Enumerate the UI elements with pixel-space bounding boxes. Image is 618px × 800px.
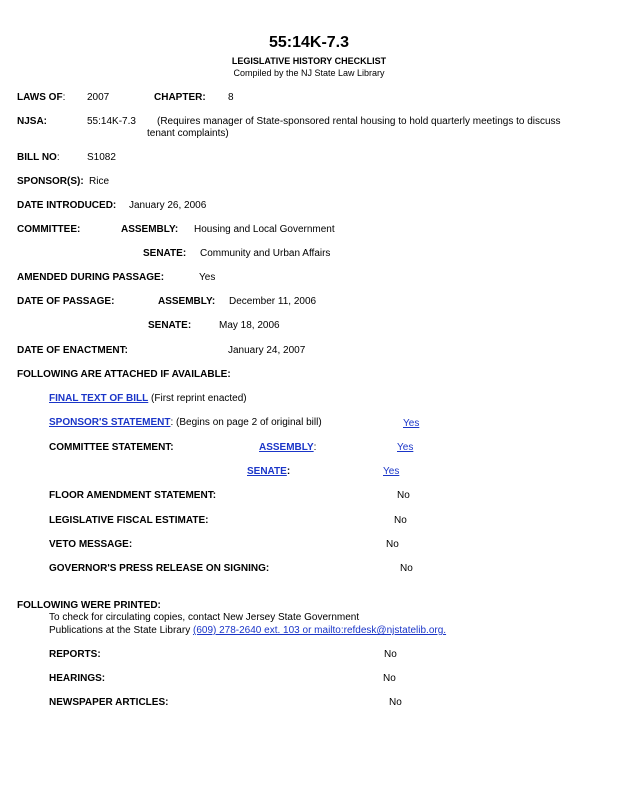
final-text-link[interactable]: FINAL TEXT OF BILL: [49, 393, 149, 404]
sponsors-value: Rice: [89, 176, 110, 187]
printed-heading: FOLLOWING WERE PRINTED:: [17, 600, 161, 611]
fiscal-estimate-value: No: [394, 515, 407, 526]
sponsor-statement-row: [49, 417, 322, 429]
reports-label: REPORTS:: [49, 649, 101, 660]
reports-value: No: [384, 649, 397, 660]
committee-senate-label: SENATE:: [143, 248, 187, 259]
final-text-row: [49, 393, 247, 405]
sponsor-statement-link[interactable]: SPONSOR'S STATEMENT: [49, 417, 171, 428]
veto-message-value: No: [386, 539, 399, 550]
compiled-by: Compiled by the NJ State Law Library: [233, 68, 385, 78]
date-introduced-label: DATE INTRODUCED:: [17, 200, 117, 211]
committee-label: COMMITTEE:: [17, 224, 81, 235]
press-release-label: GOVERNOR'S PRESS RELEASE ON SIGNING:: [49, 563, 270, 574]
committee-statement-senate-yes-link[interactable]: Yes: [383, 466, 400, 477]
committee-statement-assembly-link[interactable]: ASSEMBLY: [259, 442, 314, 453]
njsa-value: 55:14K-7.3: [87, 116, 136, 127]
committee-statement-senate: SENATE:: [247, 466, 291, 477]
committee-senate-value: Community and Urban Affairs: [200, 248, 331, 259]
sponsor-statement-yes-link[interactable]: Yes: [403, 418, 420, 429]
amended-label: AMENDED DURING PASSAGE:: [17, 272, 165, 283]
final-text-note: (First reprint enacted): [148, 393, 247, 404]
attached-heading: FOLLOWING ARE ATTACHED IF AVAILABLE:: [17, 369, 231, 380]
committee-assembly-label: ASSEMBLY:: [121, 224, 179, 235]
njsa-description-line2: tenant complaints): [147, 128, 229, 139]
page-subtitle: LEGISLATIVE HISTORY CHECKLIST: [231, 56, 387, 66]
bill-no-label: BILL NO:: [17, 152, 60, 163]
laws-of-value: 2007: [87, 92, 110, 103]
committee-statement-label: COMMITTEE STATEMENT:: [49, 442, 174, 453]
committee-assembly-value: Housing and Local Government: [194, 224, 335, 235]
floor-amendment-value: No: [397, 490, 410, 501]
printed-info-line2: Publications at the State Library (609) 278-2640 ext. 103 or mailto:refdesk@njstatelib.org.: [49, 625, 447, 636]
passage-senate-label: SENATE:: [148, 320, 192, 331]
enactment-value: January 24, 2007: [228, 345, 306, 356]
newspaper-articles-value: No: [389, 697, 402, 708]
hearings-label: HEARINGS:: [49, 673, 106, 684]
floor-amendment-label: FLOOR AMENDMENT STATEMENT:: [49, 490, 217, 501]
sponsor-statement-note: : (Begins on page 2 of original bill): [170, 417, 322, 428]
newspaper-articles-label: NEWSPAPER ARTICLES:: [49, 697, 169, 708]
njsa-label: NJSA:: [17, 116, 48, 127]
enactment-label: DATE OF ENACTMENT:: [17, 345, 128, 356]
fiscal-estimate-label: LEGISLATIVE FISCAL ESTIMATE:: [49, 515, 209, 526]
passage-senate-value: May 18, 2006: [219, 320, 280, 331]
bill-no-value: S1082: [87, 152, 116, 163]
amended-value: Yes: [199, 272, 216, 283]
laws-of-label: LAWS OF:: [17, 92, 66, 103]
njsa-description-line1: (Requires manager of State-sponsored rental housing to hold quarterly meetings to discuss: [157, 116, 561, 127]
printed-info-line1: To check for circulating copies, contact New Jersey State Government: [49, 612, 360, 623]
date-introduced-value: January 26, 2006: [129, 200, 207, 211]
passage-assembly-value: December 11, 2006: [229, 296, 317, 307]
passage-assembly-label: ASSEMBLY:: [158, 296, 216, 307]
page-title: 55:14K-7.3: [268, 34, 350, 51]
committee-statement-assembly-yes-link[interactable]: Yes: [397, 442, 414, 453]
passage-label: DATE OF PASSAGE:: [17, 296, 115, 307]
committee-statement-senate-link[interactable]: SENATE: [247, 466, 287, 477]
chapter-label: CHAPTER:: [154, 92, 206, 103]
library-contact-link[interactable]: (609) 278-2640 ext. 103 or mailto:refdesk@njstatelib.org.: [192, 625, 447, 636]
veto-message-label: VETO MESSAGE:: [49, 539, 133, 550]
chapter-value: 8: [228, 92, 234, 103]
sponsors-label: SPONSOR(S):: [17, 176, 84, 187]
hearings-value: No: [383, 673, 396, 684]
press-release-value: No: [400, 563, 413, 574]
committee-statement-assembly: ASSEMBLY:: [259, 442, 317, 453]
